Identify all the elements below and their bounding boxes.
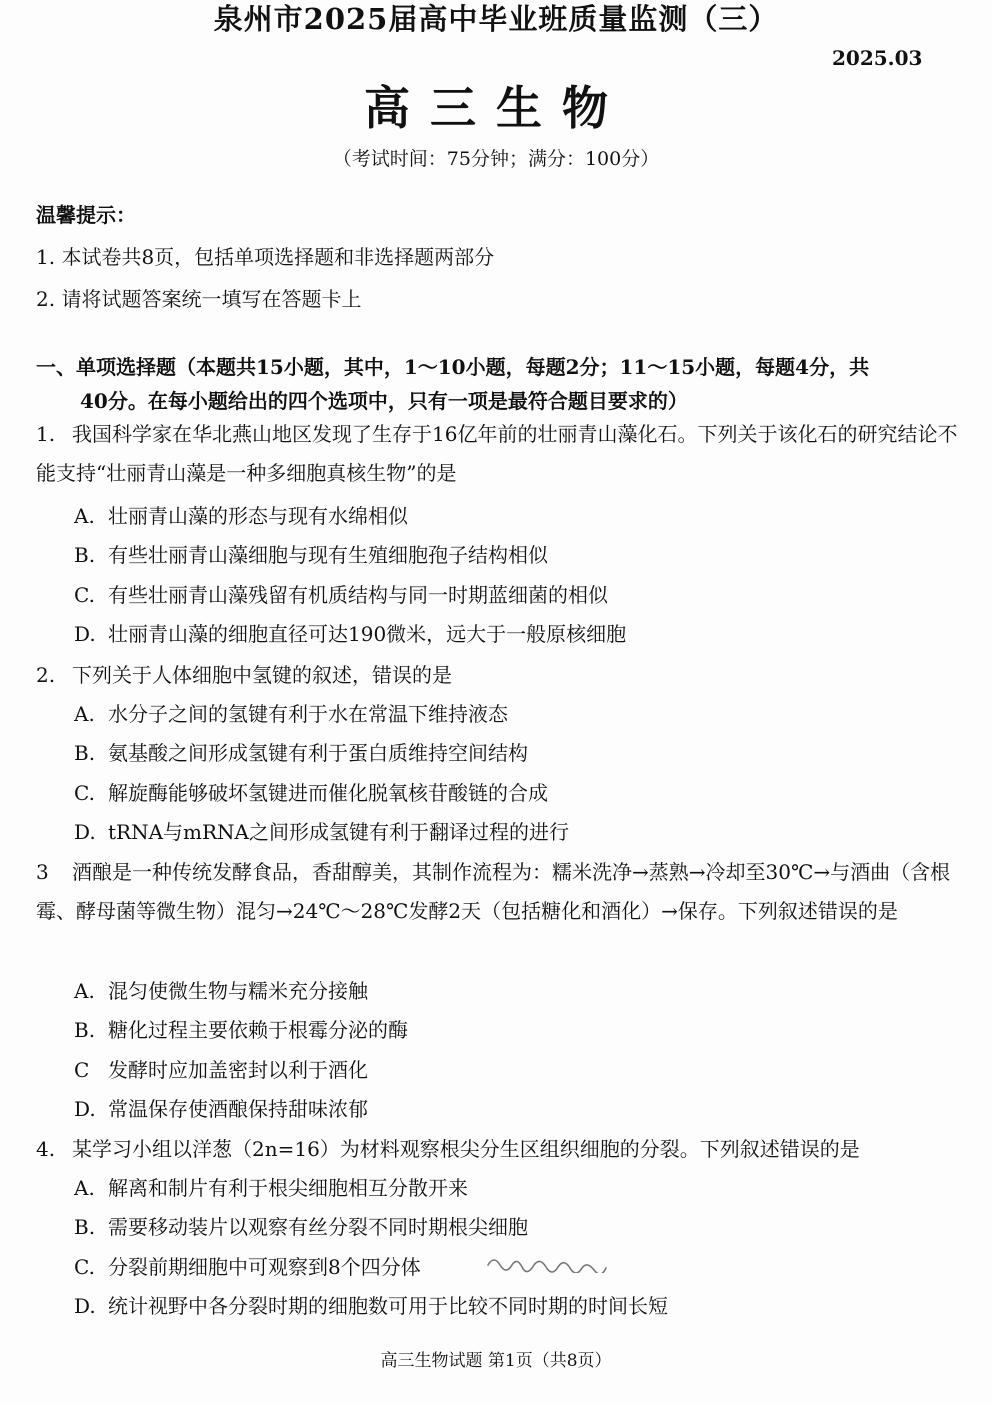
option-text: 需要移动装片以观察有丝分裂不同时期根尖细胞: [108, 1215, 528, 1239]
option-letter: A.: [74, 1176, 95, 1200]
option-item: [74, 1213, 528, 1241]
question-text: 我国科学家在华北燕山地区发现了生存于16亿年前的壮丽青山藻化石。下列关于该化石的研究结论不能支持“壮丽青山藻是一种多细胞真核生物”的是: [36, 422, 958, 485]
option-text: 壮丽青山藻的细胞直径可达190微米，远大于一般原核细胞: [108, 622, 627, 646]
option-item: [74, 620, 626, 648]
question-number: 4.: [36, 1137, 56, 1161]
option-item: [74, 1292, 668, 1320]
option-letter: A.: [74, 979, 95, 1003]
option-text: 解离和制片有利于根尖细胞相互分散开来: [108, 1176, 468, 1200]
option-letter: A.: [74, 702, 95, 726]
page-footer: 高三生物试题 第1页（共8页）: [380, 1351, 612, 1371]
option-item: [74, 1016, 408, 1044]
option-text: 常温保存使酒酿保持甜味浓郁: [108, 1097, 368, 1121]
option-text: tRNA与mRNA之间形成氢键有利于翻译过程的进行: [108, 820, 570, 844]
exam-title: 泉州市2025届高中毕业班质量监测（三）: [213, 2, 779, 36]
option-item: [74, 541, 548, 569]
option-letter: C.: [74, 781, 95, 805]
option-item: [74, 1056, 368, 1084]
option-text: 壮丽青山藻的形态与现有水绵相似: [108, 504, 408, 528]
tip-text: 请将试题答案统一填写在答题卡上: [61, 287, 362, 311]
option-letter: B.: [74, 1018, 96, 1042]
tip-number: 1.: [36, 245, 56, 269]
question-number: 3: [36, 860, 49, 884]
option-text: 有些壮丽青山藻细胞与现有生殖细胞孢子结构相似: [108, 543, 548, 567]
option-text: 发酵时应加盖密封以利于酒化: [108, 1058, 368, 1082]
option-text: 混匀使微生物与糯米充分接触: [108, 979, 368, 1003]
handwritten-scribble: [486, 1251, 626, 1273]
option-letter: C.: [74, 583, 95, 607]
option-letter: B.: [74, 1215, 96, 1239]
question-number: 1.: [36, 422, 56, 446]
option-item: [74, 1095, 368, 1123]
option-letter: D.: [74, 1294, 96, 1318]
exam-date: 2025.03: [832, 46, 923, 70]
option-item: [74, 502, 408, 530]
option-text: 水分子之间的氢键有利于水在常温下维持液态: [108, 702, 508, 726]
option-letter: D.: [74, 622, 96, 646]
question-stem: [36, 853, 961, 931]
option-text: 有些壮丽青山藻残留有机质结构与同一时期蓝细菌的相似: [108, 583, 608, 607]
question-text: 下列关于人体细胞中氢键的叙述，错误的是: [72, 663, 452, 687]
exam-info: （考试时间：75分钟；满分：100分）: [332, 148, 660, 170]
option-text: 分裂前期细胞中可观察到8个四分体: [108, 1255, 421, 1279]
tip-number: 2.: [36, 287, 56, 311]
option-letter: D.: [74, 820, 96, 844]
option-item: [74, 581, 608, 609]
tip-item: [36, 243, 494, 271]
option-item: [74, 818, 569, 846]
question-stem: [36, 415, 961, 493]
question-text: 酒酿是一种传统发酵食品，香甜醇美，其制作流程为：糯米洗净→蒸熟→冷却至30℃→与酒曲（含根霉、酵母菌等微生物）混匀→24℃～28℃发酵2天（包括糖化和酒化）→保存。下列叙述错误的是: [36, 860, 951, 923]
option-letter: D.: [74, 1097, 96, 1121]
option-text: 解旋酶能够破坏氢键进而催化脱氧核苷酸链的合成: [108, 781, 548, 805]
option-text: 氨基酸之间形成氢键有利于蛋白质维持空间结构: [108, 741, 528, 765]
subject-title: 高三生物: [364, 81, 628, 135]
question-stem: [36, 656, 961, 695]
option-letter: C: [74, 1058, 90, 1082]
option-item: [74, 739, 528, 767]
option-text: 糖化过程主要依赖于根霉分泌的酶: [108, 1018, 408, 1042]
section-heading: [36, 352, 961, 416]
section-heading-line2: 40分。在每小题给出的四个选项中，只有一项是最符合题目要求的）: [80, 389, 688, 413]
option-item: [74, 1253, 421, 1281]
option-letter: B.: [74, 543, 96, 567]
tips-heading: 温馨提示：: [36, 203, 136, 227]
tip-text: 本试卷共8页，包括单项选择题和非选择题两部分: [61, 245, 495, 269]
option-text: 统计视野中各分裂时期的细胞数可用于比较不同时期的时间长短: [108, 1294, 668, 1318]
question-stem: [36, 1130, 961, 1169]
option-letter: A.: [74, 504, 95, 528]
option-letter: C.: [74, 1255, 95, 1279]
option-letter: B.: [74, 741, 96, 765]
section-heading-line1: 一、单项选择题（本题共15小题，其中，1～10小题，每题2分；11～15小题，每题4分，共: [36, 355, 870, 379]
question-number: 2.: [36, 663, 56, 687]
option-item: [74, 977, 368, 1005]
question-text: 某学习小组以洋葱（2n=16）为材料观察根尖分生区组织细胞的分裂。下列叙述错误的是: [72, 1137, 860, 1161]
option-item: [74, 1174, 468, 1202]
tip-item: [36, 285, 361, 313]
option-item: [74, 700, 508, 728]
option-item: [74, 779, 548, 807]
